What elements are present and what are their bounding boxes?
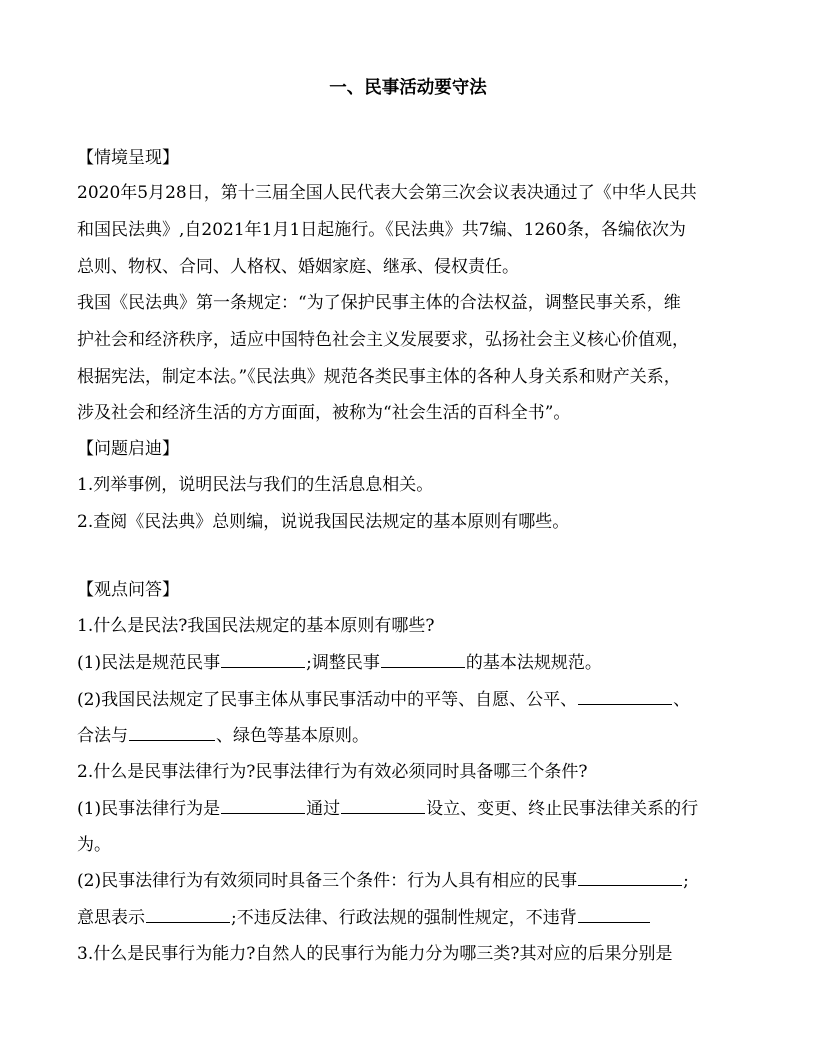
q2-answer-2-cont: 意思表示 ;不违反法律、行政法规的强制性规定，不违背	[77, 906, 747, 930]
question-line: 1.列举事例，说明民法与我们的生活息息相关。	[77, 475, 434, 495]
fill-blank[interactable]	[146, 906, 230, 923]
fill-blank[interactable]	[221, 797, 305, 814]
scenario-line: 总则、物权、合同、人格权、婚姻家庭、继承、侵权责任。	[77, 257, 519, 277]
fill-blank[interactable]	[221, 651, 305, 668]
fill-blank[interactable]	[578, 688, 672, 705]
q1-answer-2: (2)我国民法规定了民事主体从事民事活动中的平等、自愿、公平、 、	[77, 690, 691, 710]
scenario-line: 我国《民法典》第一条规定：“为了保护民事主体的合法权益，调整民事关系，维	[77, 293, 681, 313]
q2-answer-1: (1)民事法律行为是 通过 设立、变更、终止民事法律关系的行	[77, 799, 699, 819]
q1-answer-1: (1)民法是规范民事 ;调整民事 的基本法规规范。	[77, 653, 602, 673]
section-heading-questions: 【问题启迪】	[77, 439, 179, 459]
q1-title: 1.什么是民法?我国民法规定的基本原则有哪些?	[77, 616, 435, 636]
fill-blank[interactable]	[578, 869, 682, 886]
question-line: 2.查阅《民法典》总则编，说说我国民法规定的基本原则有哪些。	[77, 512, 570, 532]
fill-blank[interactable]	[381, 651, 465, 668]
q3-title: 3.什么是民事行为能力?自然人的民事行为能力分为哪三类?其对应的后果分别是	[77, 944, 673, 964]
section-heading-scenario: 【情境呈现】	[77, 148, 179, 168]
q2-answer-2: (2)民事法律行为有效须同时具备三个条件：行为人具有相应的民事 ;	[77, 871, 689, 891]
q1-answer-2-cont: 合法与 、绿色等基本原则。	[77, 726, 369, 746]
fill-blank[interactable]	[129, 724, 215, 741]
q2-title: 2.什么是民事法律行为?民事法律行为有效必须同时具备哪三个条件?	[77, 762, 588, 782]
scenario-line: 涉及社会和经济生活的方方面面，被称为“社会生活的百科全书”。	[77, 403, 571, 423]
fill-blank[interactable]	[341, 797, 425, 814]
scenario-line: 护社会和经济秩序，适应中国特色社会主义发展要求，弘扬社会主义核心价值观，	[77, 330, 689, 350]
fill-blank[interactable]	[578, 906, 650, 923]
scenario-line: 和国民法典》,自2021年1月1日起施行。《民法典》共7编、1260条，各编依次为	[77, 220, 686, 240]
scenario-line: 根据宪法，制定本法。”《民法典》规范各类民事主体的各种人身关系和财产关系，	[77, 367, 681, 387]
section-heading-answers: 【观点问答】	[77, 580, 179, 600]
q2-answer-1-cont: 为。	[77, 835, 111, 855]
page-title: 一、民事活动要守法	[329, 78, 487, 98]
scenario-line: 2020年5月28日，第十三届全国人民代表大会第三次会议表决通过了《中华人民共	[77, 183, 697, 203]
